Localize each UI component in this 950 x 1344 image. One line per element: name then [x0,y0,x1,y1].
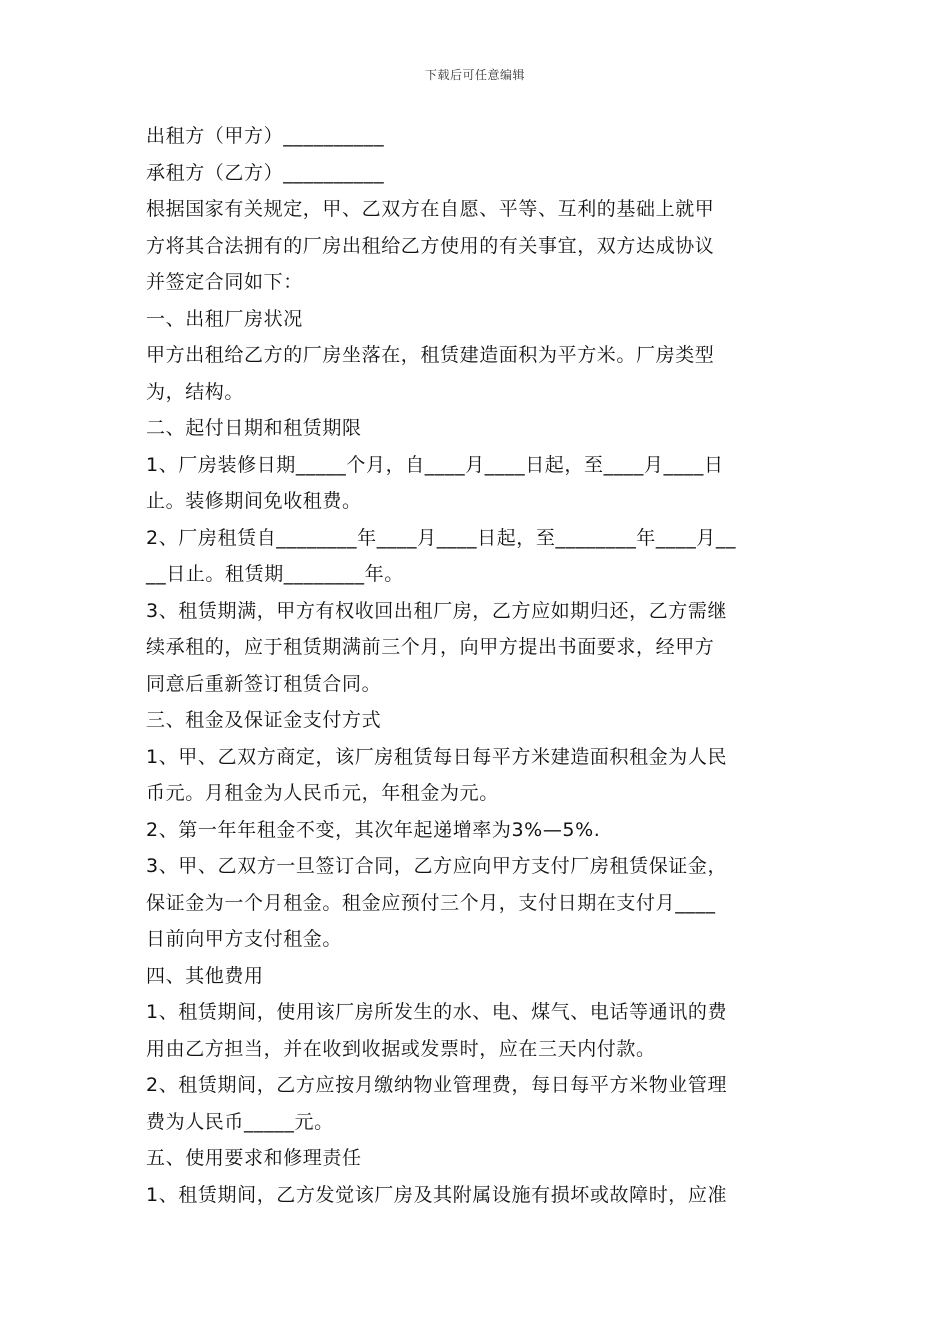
clause-line: 止。装修期间免收租费。 [146,490,362,512]
lessee-line: 承租方（乙方）__________ [146,161,385,184]
section-heading-2: 二、起付日期和租赁期限 [146,417,362,439]
section-heading-1: 一、出租厂房状况 [146,307,303,330]
clause-line: 2、厂房租赁自________年____月____日起，至________年____月__ [146,526,737,549]
section-heading-5: 五、使用要求和修理责任 [146,1147,362,1169]
clause-line: 费为人民币_____元。 [146,1110,334,1133]
clause-line: 1、甲、乙双方商定，该厂房租赁每日每平方米建造面积租金为人民 [146,745,728,768]
clause-line: 同意后重新签订租赁合同。 [146,672,382,695]
clause-line: 保证金为一个月租金。租金应预付三个月，支付日期在支付月____ [146,891,716,914]
clause-line: 日前向甲方支付租金。 [146,928,343,950]
section-heading-3: 三、租金及保证金支付方式 [146,709,382,731]
clause-line: 3、甲、乙双方一旦签订合同，乙方应向甲方支付厂房租赁保证金， [146,855,728,877]
page-header: 下载后可任意编辑 [424,68,525,82]
section-heading-4: 四、其他费用 [146,964,264,987]
document-body [146,118,810,1213]
clause-line: 1、租赁期间，乙方发觉该厂房及其附属设施有损坏或故障时，应准 [146,1183,728,1206]
clause-line: 币元。月租金为人民币元，年租金为元。 [146,782,499,804]
clause-line: 1、租赁期间，使用该厂房所发生的水、电、煤气、电话等通讯的费 [146,1001,728,1023]
preamble-line-2: 方将其合法拥有的厂房出租给乙方使用的有关事宜，双方达成协议 [146,234,715,257]
preamble-line-3: 并签定合同如下： [146,271,303,293]
clause-line: __日止。租赁期________年。 [146,563,404,585]
clause-line: 续承租的，应于租赁期满前三个月，向甲方提出书面要求，经甲方 [146,636,715,658]
clause-line: 用由乙方担当，并在收到收据或发票时，应在三天内付款。 [146,1037,656,1060]
clause-line: 1、厂房装修日期_____个月，自____月____日起，至____月____日 [146,453,724,476]
clause-line: 3、租赁期满，甲方有权收回出租厂房，乙方应如期归还，乙方需继 [146,599,728,622]
clause-line: 2、租赁期间，乙方应按月缴纳物业管理费，每日每平方米物业管理 [146,1074,728,1096]
paragraph-line: 为，结构。 [146,380,245,403]
clause-line: 2、第一年年租金不变，其次年起递增率为3%—5%. [146,818,601,841]
lessor-line: 出租方（甲方）__________ [146,125,385,147]
preamble-line-1: 根据国家有关规定，甲、乙双方在自愿、平等、互利的基础上就甲 [146,198,715,220]
paragraph-line: 甲方出租给乙方的厂房坐落在，租赁建造面积为平方米。厂房类型 [146,344,715,366]
